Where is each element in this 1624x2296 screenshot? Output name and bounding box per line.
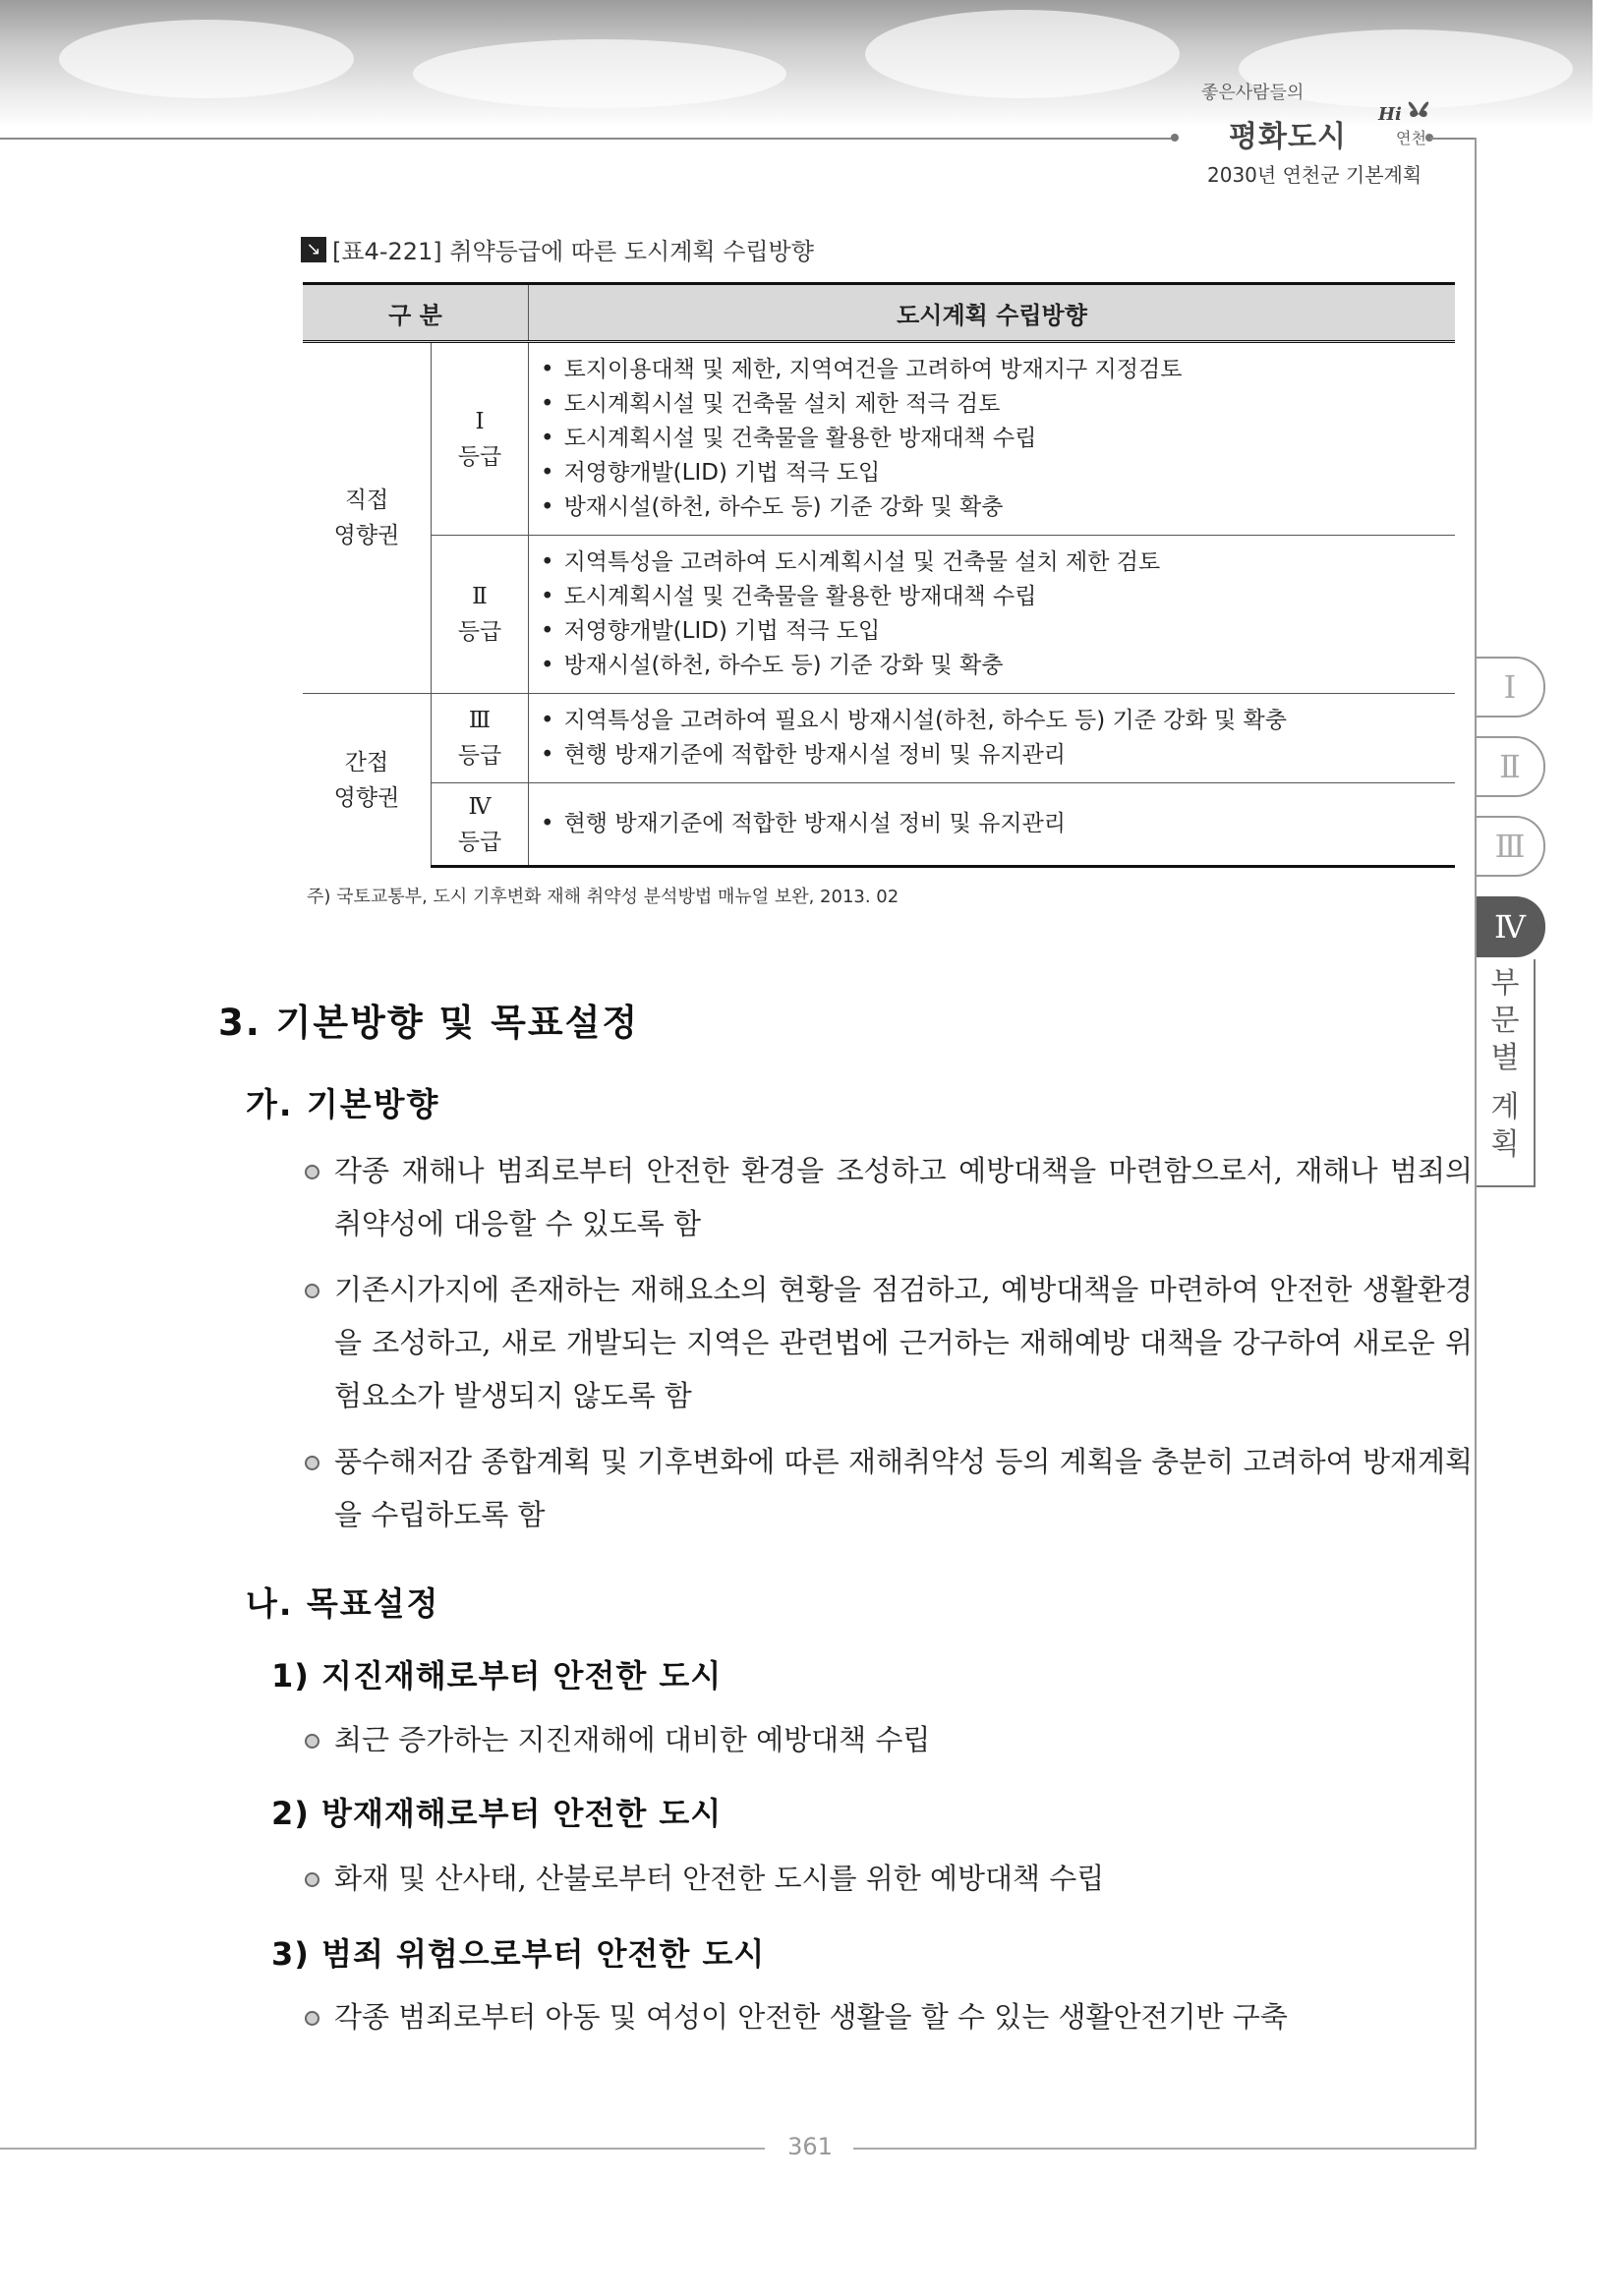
list-item: • 저영향개발(LID) 기법 적극 도입 xyxy=(541,614,1455,649)
paragraph-text: 각종 범죄로부터 아동 및 여성이 안전한 생활을 할 수 있는 생활안전기반 구축 xyxy=(334,2000,1288,2034)
chapter-tab-2[interactable]: Ⅱ xyxy=(1477,736,1545,797)
side-label-char: 계 xyxy=(1490,1090,1520,1124)
paragraph xyxy=(305,1144,1473,1250)
grade-label: 등급 xyxy=(457,743,502,769)
grade-cell xyxy=(432,783,529,867)
grade-numeral: Ⅰ xyxy=(475,408,485,434)
paragraph-text: 최근 증가하는 지진재해에 대비한 예방대책 수립 xyxy=(334,1723,931,1756)
list-item: • 방재시설(하천, 하수도 등) 기준 강화 및 확충 xyxy=(541,490,1455,525)
logo-line1: 좋은사람들의 xyxy=(1201,83,1305,103)
chapter-side-label xyxy=(1477,959,1536,1187)
bullet-icon xyxy=(305,2011,319,2026)
list-item: • 저영향개발(LID) 기법 적극 도입 xyxy=(541,456,1455,490)
grade-cell xyxy=(432,342,529,536)
bullet-icon xyxy=(305,1734,319,1749)
grade-label: 등급 xyxy=(457,443,502,470)
table-note: 주) 국토교통부, 도시 기후변화 재해 취약성 분석방법 매뉴얼 보완, 2013. 02 xyxy=(307,887,899,907)
arrow-icon: ↘ xyxy=(301,237,326,262)
side-label-char: 문 xyxy=(1490,1004,1520,1038)
paragraph-text: 각종 재해나 범죄로부터 안전한 환경을 조성하고 예방대책을 마련함으로서, 재해나 범죄의 취약성에 대응할 수 있도록 함 xyxy=(334,1154,1473,1240)
list-item: • 현행 방재기준에 적합한 방재시설 정비 및 유지관리 xyxy=(541,807,1455,841)
grade-label: 등급 xyxy=(457,829,502,855)
header-direction: 도시계획 수립방향 xyxy=(529,284,1456,342)
grade-items xyxy=(529,694,1456,783)
bullet-icon xyxy=(305,1456,319,1470)
goal-title: 1) 지진재해로부터 안전한 도시 xyxy=(271,1657,723,1694)
table-caption xyxy=(301,232,814,266)
logo-hi: Hi xyxy=(1378,104,1402,125)
city-logo xyxy=(1201,69,1427,157)
bullet-icon xyxy=(305,1165,319,1179)
grade-numeral: Ⅳ xyxy=(468,793,492,820)
vulnerability-table xyxy=(303,282,1455,868)
subsection-goal-setting: 나. 목표설정 xyxy=(246,1584,440,1623)
goal-title: 2) 방재재해로부터 안전한 도시 xyxy=(271,1795,723,1832)
paragraph xyxy=(305,1263,1473,1422)
list-item: • 지역특성을 고려하여 필요시 방재시설(하천, 하수도 등) 기준 강화 및 확충 xyxy=(541,704,1455,738)
area-indirect xyxy=(303,694,432,867)
header-rule xyxy=(0,138,1172,140)
grade-cell xyxy=(432,536,529,694)
table-row xyxy=(303,342,1455,536)
list-item: • 토지이용대책 및 제한, 지역여건을 고려하여 방재지구 지정검토 xyxy=(541,353,1455,387)
section-title: 3. 기본방향 및 목표설정 xyxy=(218,1002,640,1044)
area-label: 간접 영향권 xyxy=(333,749,400,811)
footer-rule xyxy=(0,2148,765,2150)
footer-rule xyxy=(853,2148,1477,2150)
header-rule-right xyxy=(1430,138,1476,140)
table-row xyxy=(303,694,1455,783)
grade-items xyxy=(529,536,1456,694)
grade-numeral: Ⅲ xyxy=(468,708,492,733)
chapter-tab-1[interactable]: Ⅰ xyxy=(1477,657,1545,718)
paragraph-text: 기존시가지에 존재하는 재해요소의 현황을 점검하고, 예방대책을 마련하여 안전한 생활환경을 조성하고, 새로 개발되는 지역은 관련법에 근거하는 재해예방 대책을 강구하여 새로운 위험요소가 발생되지 않도록 함 xyxy=(334,1273,1473,1412)
butterfly-icon xyxy=(1404,92,1433,122)
grade-items xyxy=(529,342,1456,536)
area-label: 직접 영향권 xyxy=(333,488,400,548)
list-item: • 도시계획시설 및 건축물 설치 제한 적극 검토 xyxy=(541,387,1455,422)
page-number: 361 xyxy=(787,2133,833,2160)
side-label-char: 획 xyxy=(1490,1127,1520,1162)
table-header-row xyxy=(303,284,1455,342)
chapter-tab-4[interactable]: Ⅳ xyxy=(1477,896,1545,957)
document-subtitle: 2030년 연천군 기본계획 xyxy=(1207,163,1422,187)
logo-line2: 평화도시 xyxy=(1229,120,1347,154)
paragraph-text: 풍수해저감 종합계획 및 기후변화에 따른 재해취약성 등의 계획을 충분히 고려하여 방재계획을 수립하도록 함 xyxy=(334,1445,1473,1531)
bullet-icon xyxy=(305,1872,319,1887)
list-item: • 도시계획시설 및 건축물을 활용한 방재대책 수립 xyxy=(541,580,1455,614)
logo-city: 연천 xyxy=(1396,129,1426,147)
paragraph xyxy=(305,1435,1473,1541)
table-row xyxy=(303,536,1455,694)
grade-cell xyxy=(432,694,529,783)
area-direct xyxy=(303,342,432,694)
list-item: • 지역특성을 고려하여 도시계획시설 및 건축물 설치 제한 검토 xyxy=(541,545,1455,580)
side-label-char: 부 xyxy=(1490,966,1520,1001)
bullet-icon xyxy=(305,1284,319,1298)
paragraph xyxy=(305,1852,1473,1905)
grade-label: 등급 xyxy=(457,619,502,645)
goal-title: 3) 범죄 위험으로부터 안전한 도시 xyxy=(271,1935,766,1973)
header-division: 구 분 xyxy=(303,284,529,342)
list-item: • 도시계획시설 및 건축물을 활용한 방재대책 수립 xyxy=(541,422,1455,456)
table-caption-text: [표4-221] 취약등급에 따른 도시계획 수립방향 xyxy=(332,238,814,265)
paragraph xyxy=(305,1990,1473,2043)
paragraph xyxy=(305,1713,1473,1766)
chapter-tab-3[interactable]: Ⅲ xyxy=(1477,816,1545,877)
list-item: • 현행 방재기준에 적합한 방재시설 정비 및 유지관리 xyxy=(541,738,1455,773)
grade-numeral: Ⅱ xyxy=(472,584,488,609)
subsection-basic-direction: 가. 기본방향 xyxy=(246,1085,440,1123)
table-row xyxy=(303,783,1455,867)
list-item: • 방재시설(하천, 하수도 등) 기준 강화 및 확충 xyxy=(541,649,1455,683)
grade-items xyxy=(529,783,1456,867)
header-dot xyxy=(1171,134,1179,142)
paragraph-text: 화재 및 산사태, 산불로부터 안전한 도시를 위한 예방대책 수립 xyxy=(334,1862,1105,1895)
side-label-char: 별 xyxy=(1490,1041,1520,1075)
